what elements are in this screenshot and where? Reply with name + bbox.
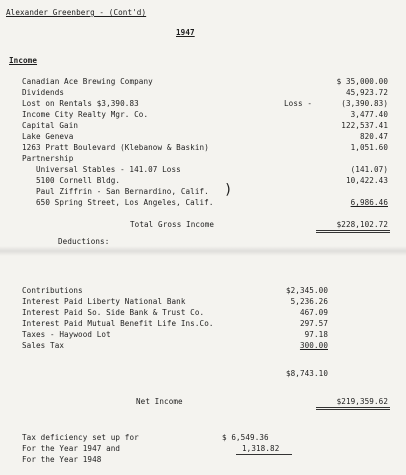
income-row-amount: (3,390.83) xyxy=(341,99,388,108)
deduction-row-label: Sales Tax xyxy=(22,341,65,350)
scan-smudge xyxy=(0,246,406,256)
bracket-glyph: ) xyxy=(224,182,233,198)
net-income-amount: $219,359.62 xyxy=(336,397,388,406)
income-row-amount: 1,051.60 xyxy=(350,143,388,152)
tax-row-amount: 1,318.82 xyxy=(242,444,280,453)
income-row-amount: 820.47 xyxy=(359,132,388,141)
income-row-label: Income City Realty Mgr. Co. xyxy=(22,110,149,119)
tax-row-label: For the Year 1948 xyxy=(22,455,102,464)
tax-row-label: For the Year 1947 and xyxy=(22,444,121,453)
income-row-label: 1263 Pratt Boulevard (Klebanow & Baskin) xyxy=(22,143,209,152)
partnership-row-label: 650 Spring Street, Los Angeles, Calif. xyxy=(36,198,214,207)
income-row-amount: $ 35,000.00 xyxy=(336,77,388,86)
income-row-label: Lake Geneva xyxy=(22,132,74,141)
total-gross-income-amount: $228,102.72 xyxy=(336,220,388,229)
net-income-label: Net Income xyxy=(136,397,183,406)
tax-underline xyxy=(236,454,292,455)
deduction-row-amount: 97.18 xyxy=(304,330,328,339)
income-row-label: Lost on Rentals $3,390.83 xyxy=(22,99,139,108)
deduction-row-label: Contributions xyxy=(22,286,83,295)
deduction-row-amount: 300.00 xyxy=(299,341,328,350)
income-row-label: Canadian Ace Brewing Company xyxy=(22,77,153,86)
loss-marker: Loss - xyxy=(284,99,313,108)
tax-row-label: Tax deficiency set up for xyxy=(22,433,139,442)
partnership-heading: Partnership xyxy=(22,154,74,163)
partnership-row-label: 5100 Cornell Bldg. xyxy=(36,176,121,185)
partnership-row-label: Universal Stables - 141.07 Loss xyxy=(36,165,181,174)
deduction-row-label: Interest Paid So. Side Bank & Trust Co. xyxy=(22,308,205,317)
document-header: Alexander Greenberg - (Cont'd) xyxy=(6,8,147,17)
deduction-row-amount: 467.09 xyxy=(299,308,328,317)
year-heading: 1947 xyxy=(176,28,195,37)
partnership-row-amount: 6,986.46 xyxy=(350,198,388,207)
deduction-row-label: Taxes - Haywood Lot xyxy=(22,330,111,339)
deductions-heading: Deductions: xyxy=(58,237,110,246)
total-gross-income-label: Total Gross Income xyxy=(130,220,215,229)
tax-row-amount: $ 6,549.36 xyxy=(222,433,269,442)
income-heading: Income xyxy=(9,56,38,65)
income-row-label: Capital Gain xyxy=(22,121,79,130)
income-row-amount: 3,477.40 xyxy=(350,110,388,119)
partnership-row-amount: (141.07) xyxy=(350,165,388,174)
income-row-label: Dividends xyxy=(22,88,65,97)
total-double-underline xyxy=(316,232,390,233)
deduction-row-label: Interest Paid Mutual Benefit Life Ins.Co. xyxy=(22,319,214,328)
deduction-row-amount: $2,345.00 xyxy=(285,286,328,295)
deduction-row-amount: 5,236.26 xyxy=(290,297,328,306)
total-underline xyxy=(316,230,390,231)
partnership-row-amount: 10,422.43 xyxy=(345,176,388,185)
deduction-row-amount: 297.57 xyxy=(299,319,328,328)
deduction-row-label: Interest Paid Liberty National Bank xyxy=(22,297,186,306)
income-row-amount: 45,923.72 xyxy=(345,88,388,97)
net-income-double-underline xyxy=(316,409,390,410)
income-row-amount: 122,537.41 xyxy=(341,121,388,130)
net-income-underline xyxy=(316,407,390,408)
deductions-total-amount: $8,743.10 xyxy=(285,369,328,378)
partnership-row-label: Paul Ziffrin - San Bernardino, Calif. xyxy=(36,187,209,196)
